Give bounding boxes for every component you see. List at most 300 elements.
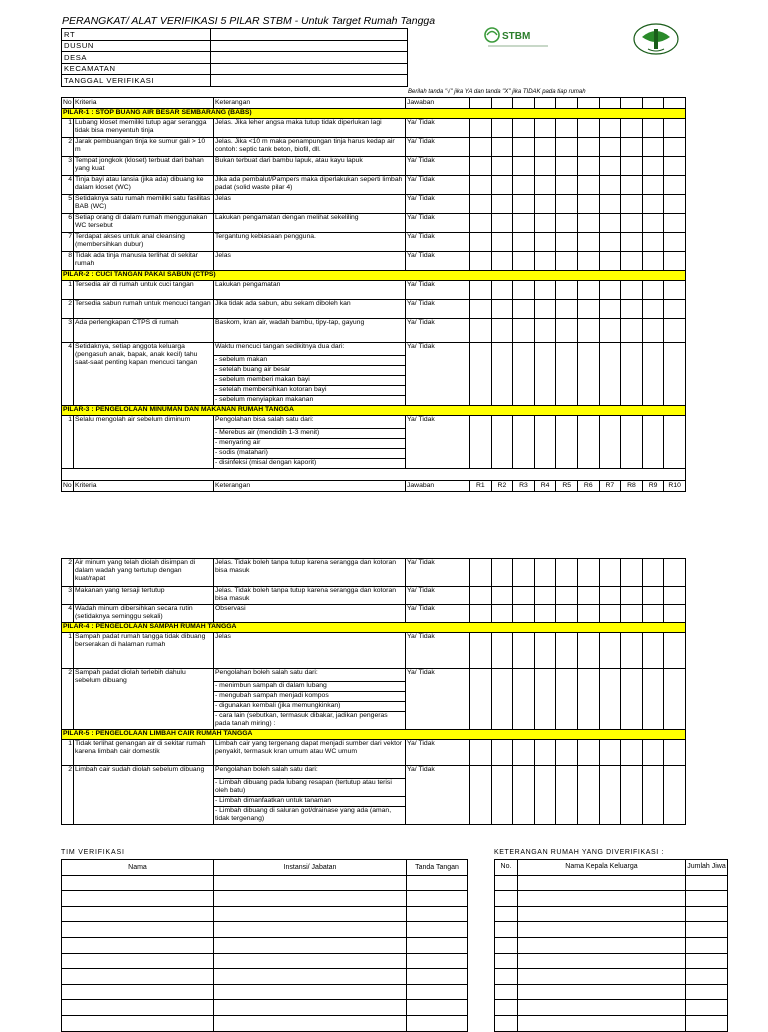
house-answer-cell[interactable]	[577, 416, 599, 469]
house-answer-cell[interactable]	[491, 281, 513, 300]
house-answer-cell[interactable]	[621, 766, 643, 825]
house-answer-cell[interactable]	[534, 740, 556, 766]
house-answer-cell[interactable]	[470, 138, 492, 157]
criteria-keterangan: Jelas. Tidak boleh tanpa tutup karena serangga dan kotoran bisa masuk	[214, 587, 406, 605]
house-answer-cell[interactable]	[513, 416, 535, 469]
tim-cell[interactable]	[214, 969, 407, 985]
criteria-text: Setidaknya satu rumah memiliki satu fasilitas BAB (WC)	[74, 195, 214, 214]
rumah-cell[interactable]	[518, 937, 686, 953]
house-answer-cell[interactable]	[599, 233, 621, 252]
house-answer-cell[interactable]	[577, 252, 599, 271]
house-answer-cell[interactable]	[577, 559, 599, 587]
tim-cell[interactable]	[407, 891, 468, 907]
house-answer-cell[interactable]	[664, 281, 686, 300]
house-answer-cell[interactable]	[642, 416, 664, 469]
house-answer-cell[interactable]	[621, 214, 643, 233]
house-answer-cell[interactable]	[534, 633, 556, 669]
house-answer-cell[interactable]	[577, 195, 599, 214]
rumah-cell[interactable]	[686, 875, 728, 891]
criteria-jawaban: Ya/ Tidak	[406, 633, 470, 669]
tim-cell[interactable]	[62, 1015, 214, 1031]
house-answer-cell[interactable]	[577, 233, 599, 252]
tim-cell[interactable]	[62, 906, 214, 922]
tim-cell[interactable]	[407, 969, 468, 985]
rumah-cell[interactable]	[495, 906, 518, 922]
house-answer-cell[interactable]	[491, 587, 513, 605]
house-answer-cell[interactable]	[642, 587, 664, 605]
tim-cell[interactable]	[62, 984, 214, 1000]
col-kriteria-header: Kriteria	[74, 98, 214, 109]
house-answer-cell[interactable]	[470, 605, 492, 623]
tim-cell[interactable]	[407, 906, 468, 922]
house-answer-cell[interactable]	[664, 416, 686, 469]
house-answer-cell[interactable]	[534, 766, 556, 825]
house-answer-cell[interactable]	[599, 740, 621, 766]
rumah-cell[interactable]	[518, 922, 686, 938]
house-answer-cell[interactable]	[556, 233, 578, 252]
rumah-cell[interactable]	[686, 1000, 728, 1016]
criteria-subitem: - Limbah dibuang pada lubang resapan (tertutup atau terisi oleh batu)	[214, 779, 406, 797]
rumah-cell[interactable]	[495, 875, 518, 891]
house-answer-cell[interactable]	[577, 633, 599, 669]
house-answer-cell[interactable]	[491, 633, 513, 669]
house-answer-cell[interactable]	[642, 319, 664, 343]
house-answer-cell[interactable]	[491, 233, 513, 252]
rumah-cell[interactable]	[518, 1015, 686, 1031]
criteria-subitem: - sebelum menyiapkan makanan	[214, 396, 406, 406]
house-answer-cell[interactable]	[513, 605, 535, 623]
tim-cell[interactable]	[214, 906, 407, 922]
house-answer-cell[interactable]	[534, 416, 556, 469]
svg-text:STBM: STBM	[502, 31, 531, 42]
criteria-number: 3	[62, 157, 74, 176]
criteria-row	[62, 138, 686, 157]
house-answer-cell[interactable]	[621, 233, 643, 252]
rumah-cell[interactable]	[495, 984, 518, 1000]
house-answer-cell[interactable]	[470, 633, 492, 669]
house-answer-cell[interactable]	[642, 195, 664, 214]
house-answer-cell[interactable]	[470, 300, 492, 319]
tim-cell[interactable]	[62, 891, 214, 907]
house-answer-cell[interactable]	[664, 319, 686, 343]
house-answer-cell[interactable]	[642, 343, 664, 406]
house-answer-cell[interactable]	[534, 343, 556, 406]
house-answer-cell[interactable]	[621, 300, 643, 319]
house-answer-cell[interactable]	[556, 214, 578, 233]
house-answer-cell[interactable]	[577, 281, 599, 300]
rumah-cell[interactable]	[495, 1000, 518, 1016]
rumah-cell[interactable]	[518, 984, 686, 1000]
house-answer-cell[interactable]	[470, 740, 492, 766]
tim-cell[interactable]	[407, 1000, 468, 1016]
rumah-cell[interactable]	[686, 922, 728, 938]
rumah-cell[interactable]	[495, 891, 518, 907]
rumah-cell[interactable]	[495, 922, 518, 938]
house-answer-cell[interactable]	[491, 319, 513, 343]
house-answer-cell[interactable]	[513, 343, 535, 406]
house-answer-cell[interactable]	[642, 252, 664, 271]
house-answer-cell[interactable]	[556, 157, 578, 176]
criteria-jawaban: Ya/ Tidak	[406, 766, 470, 825]
house-answer-cell[interactable]	[642, 633, 664, 669]
house-answer-cell[interactable]	[556, 252, 578, 271]
house-answer-cell[interactable]	[556, 605, 578, 623]
tim-cell[interactable]	[407, 922, 468, 938]
house-answer-cell[interactable]	[664, 343, 686, 406]
tim-cell[interactable]	[62, 969, 214, 985]
house-answer-cell[interactable]	[470, 233, 492, 252]
house-answer-cell[interactable]	[621, 281, 643, 300]
house-answer-cell[interactable]	[513, 176, 535, 195]
house-answer-cell[interactable]	[513, 300, 535, 319]
field-value-kecamatan[interactable]	[211, 63, 408, 75]
house-answer-cell[interactable]	[621, 633, 643, 669]
house-answer-cell[interactable]	[642, 281, 664, 300]
col-house-header	[534, 98, 556, 109]
house-answer-cell[interactable]	[621, 559, 643, 587]
rumah-cell[interactable]	[518, 1000, 686, 1016]
rumah-cell[interactable]	[518, 891, 686, 907]
house-answer-cell[interactable]	[621, 252, 643, 271]
house-answer-cell[interactable]	[556, 319, 578, 343]
house-answer-cell[interactable]	[621, 587, 643, 605]
house-answer-cell[interactable]	[599, 766, 621, 825]
house-answer-cell[interactable]	[642, 214, 664, 233]
criteria-jawaban: Ya/ Tidak	[406, 587, 470, 605]
house-answer-cell[interactable]	[599, 669, 621, 730]
house-answer-cell[interactable]	[470, 766, 492, 825]
tim-cell[interactable]	[214, 937, 407, 953]
house-answer-cell[interactable]	[577, 669, 599, 730]
field-value-tanggal[interactable]	[211, 75, 408, 87]
house-answer-cell[interactable]	[470, 252, 492, 271]
house-answer-cell[interactable]	[534, 195, 556, 214]
house-answer-cell[interactable]	[491, 416, 513, 469]
house-answer-cell[interactable]	[491, 138, 513, 157]
house-answer-cell[interactable]	[577, 319, 599, 343]
house-answer-cell[interactable]	[599, 587, 621, 605]
house-answer-cell[interactable]	[599, 214, 621, 233]
house-answer-cell[interactable]	[491, 605, 513, 623]
house-answer-cell[interactable]	[513, 633, 535, 669]
house-answer-cell[interactable]	[534, 587, 556, 605]
house-answer-cell[interactable]	[470, 176, 492, 195]
rumah-cell[interactable]	[495, 953, 518, 969]
house-answer-cell[interactable]	[556, 281, 578, 300]
house-answer-cell[interactable]	[599, 195, 621, 214]
house-answer-cell[interactable]	[664, 233, 686, 252]
tim-cell[interactable]	[214, 875, 407, 891]
col-house-header: R1	[470, 481, 492, 492]
house-answer-cell[interactable]	[599, 559, 621, 587]
house-answer-cell[interactable]	[513, 195, 535, 214]
criteria-row	[62, 176, 686, 195]
rumah-cell[interactable]	[686, 969, 728, 985]
house-answer-cell[interactable]	[513, 281, 535, 300]
house-answer-cell[interactable]	[642, 233, 664, 252]
house-answer-cell[interactable]	[470, 669, 492, 730]
house-answer-cell[interactable]	[534, 119, 556, 138]
house-answer-cell[interactable]	[577, 214, 599, 233]
house-answer-cell[interactable]	[556, 587, 578, 605]
house-answer-cell[interactable]	[513, 740, 535, 766]
house-answer-cell[interactable]	[491, 669, 513, 730]
house-answer-cell[interactable]	[470, 319, 492, 343]
house-answer-cell[interactable]	[621, 343, 643, 406]
house-answer-cell[interactable]	[599, 157, 621, 176]
house-answer-cell[interactable]	[599, 633, 621, 669]
house-answer-cell[interactable]	[621, 416, 643, 469]
pilar-2-row-title: PILAR-2 : CUCI TANGAN PAKAI SABUN (CTPS)	[62, 271, 686, 281]
criteria-keterangan: Pengolahan bisa salah satu dari:	[214, 416, 406, 429]
house-answer-cell[interactable]	[470, 559, 492, 587]
pilar-4-row	[62, 623, 686, 633]
house-answer-cell[interactable]	[534, 138, 556, 157]
rumah-cell[interactable]	[686, 906, 728, 922]
tim-cell[interactable]	[62, 1000, 214, 1016]
col-house-header	[599, 98, 621, 109]
house-answer-cell[interactable]	[534, 252, 556, 271]
house-answer-cell[interactable]	[513, 214, 535, 233]
rumah-cell[interactable]	[495, 937, 518, 953]
criteria-text: Setidaknya, setiap anggota keluarga (pengasuh anak, bapak, anak kecil) tahu saat-saat penting kapan mencuci tangan	[74, 343, 214, 406]
tim-cell[interactable]	[214, 1000, 407, 1016]
house-answer-cell[interactable]	[664, 587, 686, 605]
house-answer-cell[interactable]	[513, 138, 535, 157]
house-answer-cell[interactable]	[599, 343, 621, 406]
rumah-cell[interactable]	[686, 1015, 728, 1031]
field-label-tanggal: TANGGAL VERIFIKASI	[62, 75, 211, 87]
house-answer-cell[interactable]	[664, 138, 686, 157]
house-answer-cell[interactable]	[664, 300, 686, 319]
house-answer-cell[interactable]	[470, 416, 492, 469]
house-answer-cell[interactable]	[491, 766, 513, 825]
house-answer-cell[interactable]	[664, 119, 686, 138]
house-answer-cell[interactable]	[534, 319, 556, 343]
house-answer-cell[interactable]	[513, 319, 535, 343]
house-answer-cell[interactable]	[470, 119, 492, 138]
tim-cell[interactable]	[214, 953, 407, 969]
house-answer-cell[interactable]	[664, 559, 686, 587]
tim-cell[interactable]	[62, 953, 214, 969]
house-answer-cell[interactable]	[642, 300, 664, 319]
criteria-keterangan: Lakukan pengamatan dengan melihat sekeliling	[214, 214, 406, 233]
house-answer-cell[interactable]	[642, 605, 664, 623]
house-answer-cell[interactable]	[491, 300, 513, 319]
tim-cell[interactable]	[62, 922, 214, 938]
house-answer-cell[interactable]	[621, 138, 643, 157]
criteria-text: Sampah padat rumah tangga tidak dibuang berserakan di halaman rumah	[74, 633, 214, 669]
tim-cell[interactable]	[214, 891, 407, 907]
house-answer-cell[interactable]	[664, 176, 686, 195]
house-answer-cell[interactable]	[621, 740, 643, 766]
house-answer-cell[interactable]	[556, 138, 578, 157]
house-answer-cell[interactable]	[599, 138, 621, 157]
house-answer-cell[interactable]	[534, 157, 556, 176]
house-answer-cell[interactable]	[491, 119, 513, 138]
house-answer-cell[interactable]	[491, 343, 513, 406]
house-answer-cell[interactable]	[664, 669, 686, 730]
house-answer-cell[interactable]	[534, 176, 556, 195]
house-answer-cell[interactable]	[470, 343, 492, 406]
house-answer-cell[interactable]	[577, 343, 599, 406]
house-answer-cell[interactable]	[599, 319, 621, 343]
house-answer-cell[interactable]	[556, 119, 578, 138]
house-answer-cell[interactable]	[577, 138, 599, 157]
house-answer-cell[interactable]	[664, 214, 686, 233]
tim-cell[interactable]	[214, 922, 407, 938]
house-answer-cell[interactable]	[599, 252, 621, 271]
house-answer-cell[interactable]	[556, 740, 578, 766]
house-answer-cell[interactable]	[470, 587, 492, 605]
house-answer-cell[interactable]	[534, 559, 556, 587]
tim-cell[interactable]	[214, 984, 407, 1000]
house-answer-cell[interactable]	[621, 119, 643, 138]
house-answer-cell[interactable]	[621, 605, 643, 623]
house-answer-cell[interactable]	[664, 195, 686, 214]
house-answer-cell[interactable]	[513, 119, 535, 138]
house-answer-cell[interactable]	[513, 669, 535, 730]
house-answer-cell[interactable]	[534, 233, 556, 252]
criteria-number: 1	[62, 416, 74, 469]
table-header-row-top	[62, 98, 686, 109]
col-house-header: R4	[534, 481, 556, 492]
house-answer-cell[interactable]	[664, 766, 686, 825]
house-answer-cell[interactable]	[577, 766, 599, 825]
house-answer-cell[interactable]	[513, 157, 535, 176]
house-answer-cell[interactable]	[664, 633, 686, 669]
house-answer-cell[interactable]	[577, 605, 599, 623]
house-answer-cell[interactable]	[556, 416, 578, 469]
house-answer-cell[interactable]	[491, 214, 513, 233]
house-answer-cell[interactable]	[556, 195, 578, 214]
house-answer-cell[interactable]	[577, 300, 599, 319]
house-answer-cell[interactable]	[534, 300, 556, 319]
house-answer-cell[interactable]	[664, 605, 686, 623]
rumah-cell[interactable]	[686, 937, 728, 953]
house-answer-cell[interactable]	[599, 416, 621, 469]
house-answer-cell[interactable]	[470, 195, 492, 214]
house-answer-cell[interactable]	[664, 157, 686, 176]
house-answer-cell[interactable]	[599, 605, 621, 623]
house-answer-cell[interactable]	[556, 176, 578, 195]
rumah-cell[interactable]	[518, 875, 686, 891]
house-answer-cell[interactable]	[664, 740, 686, 766]
house-answer-cell[interactable]	[491, 195, 513, 214]
house-answer-cell[interactable]	[577, 157, 599, 176]
tim-cell[interactable]	[407, 953, 468, 969]
house-answer-cell[interactable]	[491, 252, 513, 271]
pilar-3-row-title: PILAR-3 : PENGELOLAAN MINUMAN DAN MAKANAN RUMAH TANGGA	[62, 406, 686, 416]
house-answer-cell[interactable]	[642, 176, 664, 195]
house-answer-cell[interactable]	[556, 559, 578, 587]
house-answer-cell[interactable]	[642, 138, 664, 157]
tim-cell[interactable]	[407, 1015, 468, 1031]
pilar-2-row	[62, 271, 686, 281]
house-answer-cell[interactable]	[599, 176, 621, 195]
field-value-dusun[interactable]	[211, 40, 408, 52]
house-answer-cell[interactable]	[513, 587, 535, 605]
criteria-text: Lubang kloset memiliki tutup agar serangga tidak bisa menyentuh tinja	[74, 119, 214, 138]
house-answer-cell[interactable]	[470, 214, 492, 233]
house-answer-cell[interactable]	[491, 740, 513, 766]
col-keterangan-header: Keterangan	[214, 481, 406, 492]
house-answer-cell[interactable]	[556, 633, 578, 669]
house-answer-cell[interactable]	[534, 669, 556, 730]
house-answer-cell[interactable]	[556, 766, 578, 825]
house-answer-cell[interactable]	[577, 587, 599, 605]
tim-cell[interactable]	[407, 984, 468, 1000]
house-answer-cell[interactable]	[664, 252, 686, 271]
tim-cell[interactable]	[407, 875, 468, 891]
house-answer-cell[interactable]	[556, 669, 578, 730]
rumah-cell[interactable]	[686, 891, 728, 907]
house-answer-cell[interactable]	[621, 157, 643, 176]
criteria-number: 1	[62, 119, 74, 138]
house-answer-cell[interactable]	[642, 157, 664, 176]
house-answer-cell[interactable]	[556, 300, 578, 319]
house-answer-cell[interactable]	[577, 176, 599, 195]
house-answer-cell[interactable]	[491, 559, 513, 587]
criteria-subitem: - disinfeksi (misal dengan kaporit)	[214, 459, 406, 469]
rumah-cell[interactable]	[495, 969, 518, 985]
house-answer-cell[interactable]	[577, 119, 599, 138]
criteria-jawaban: Ya/ Tidak	[406, 195, 470, 214]
house-answer-cell[interactable]	[534, 605, 556, 623]
house-answer-cell[interactable]	[642, 669, 664, 730]
house-answer-cell[interactable]	[577, 740, 599, 766]
house-answer-cell[interactable]	[513, 233, 535, 252]
col-house-header: R5	[556, 481, 578, 492]
house-answer-cell[interactable]	[642, 119, 664, 138]
criteria-number: 5	[62, 195, 74, 214]
house-answer-cell[interactable]	[491, 176, 513, 195]
field-value-rt[interactable]	[211, 29, 408, 41]
tim-cell[interactable]	[407, 937, 468, 953]
house-answer-cell[interactable]	[513, 559, 535, 587]
rumah-cell[interactable]	[518, 906, 686, 922]
tim-cell[interactable]	[214, 1015, 407, 1031]
rumah-cell[interactable]	[495, 1015, 518, 1031]
house-answer-cell[interactable]	[642, 740, 664, 766]
rumah-cell[interactable]	[518, 969, 686, 985]
rumah-cell[interactable]	[518, 953, 686, 969]
tim-cell[interactable]	[62, 937, 214, 953]
house-answer-cell[interactable]	[470, 157, 492, 176]
field-value-desa[interactable]	[211, 52, 408, 64]
house-answer-cell[interactable]	[470, 281, 492, 300]
house-answer-cell[interactable]	[642, 766, 664, 825]
house-answer-cell[interactable]	[621, 195, 643, 214]
house-answer-cell[interactable]	[513, 252, 535, 271]
house-answer-cell[interactable]	[599, 119, 621, 138]
house-answer-cell[interactable]	[534, 214, 556, 233]
rumah-cell[interactable]	[686, 953, 728, 969]
rumah-cell[interactable]	[686, 984, 728, 1000]
house-answer-cell[interactable]	[599, 300, 621, 319]
house-answer-cell[interactable]	[621, 176, 643, 195]
house-answer-cell[interactable]	[599, 281, 621, 300]
house-answer-cell[interactable]	[556, 343, 578, 406]
house-answer-cell[interactable]	[621, 669, 643, 730]
house-answer-cell[interactable]	[642, 559, 664, 587]
house-answer-cell[interactable]	[534, 281, 556, 300]
criteria-jawaban: Ya/ Tidak	[406, 252, 470, 271]
tim-cell[interactable]	[62, 875, 214, 891]
house-answer-cell[interactable]	[621, 319, 643, 343]
house-answer-cell[interactable]	[513, 766, 535, 825]
house-answer-cell[interactable]	[491, 157, 513, 176]
